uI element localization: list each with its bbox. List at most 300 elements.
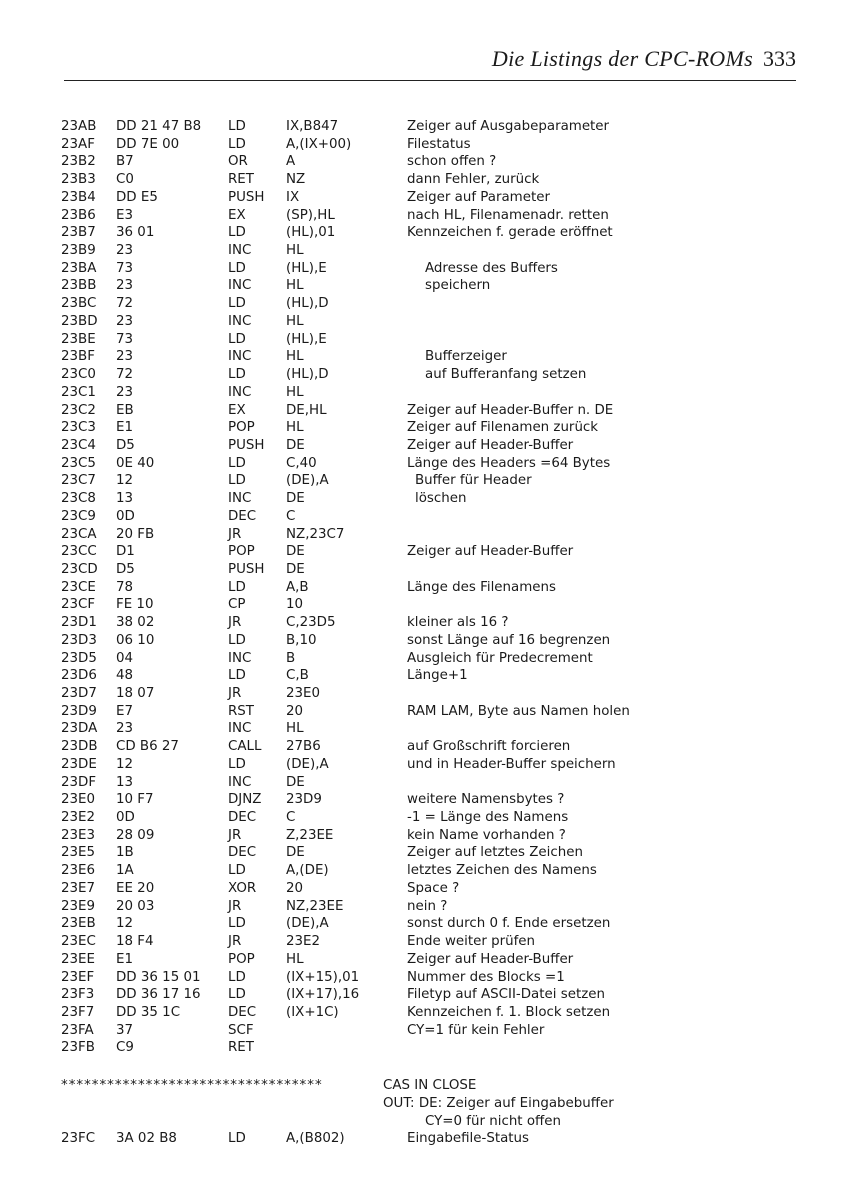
comment: Zeiger auf letztes Zeichen — [407, 845, 583, 861]
comment: dann Fehler, zurück — [407, 172, 540, 188]
operand: 10 — [286, 597, 304, 613]
listing-row — [0, 951, 844, 969]
assembly-listing — [0, 118, 844, 1148]
address: 23C5 — [61, 455, 96, 471]
opcode-bytes: 13 — [116, 491, 134, 507]
opcode-bytes: 06 10 — [116, 632, 155, 648]
mnemonic: LD — [228, 579, 246, 595]
mnemonic: LD — [228, 969, 246, 985]
listing-row — [0, 791, 844, 809]
mnemonic: LD — [228, 367, 246, 383]
operand: A — [286, 154, 296, 170]
section-out-line — [0, 1095, 844, 1113]
page-header — [492, 46, 796, 72]
address: 23D7 — [61, 686, 97, 701]
mnemonic: JR — [228, 615, 242, 631]
comment: Nummer des Blocks =1 — [407, 969, 565, 985]
comment: Ende weiter prüfen — [407, 934, 536, 950]
comment: kein Name vorhanden ? — [407, 827, 566, 843]
address: 23E0 — [61, 792, 96, 808]
comment: Adresse des Buffers — [425, 260, 558, 276]
listing-row — [0, 579, 844, 597]
opcode-bytes: 38 02 — [116, 615, 155, 631]
listing-row — [0, 472, 844, 490]
listing-row — [0, 756, 844, 774]
listing-row — [0, 189, 844, 207]
opcode-bytes: 10 F7 — [116, 792, 154, 808]
address: 23C9 — [61, 508, 96, 524]
comment: Zeiger auf Header-Buffer — [407, 544, 574, 560]
comment: sonst durch 0 f. Ende ersetzen — [407, 916, 611, 932]
operand: IX — [286, 189, 300, 205]
opcode-bytes: 12 — [116, 916, 134, 932]
operand: C — [286, 810, 296, 826]
opcode-bytes: 1B — [116, 845, 134, 861]
comment: speichern — [425, 278, 491, 294]
opcode-bytes: D1 — [116, 544, 135, 560]
operand: C,40 — [286, 455, 317, 471]
operand: HL — [286, 420, 304, 436]
mnemonic: INC — [228, 491, 252, 507]
address: 23B3 — [61, 172, 96, 188]
address: 23EC — [61, 934, 96, 950]
listing-row — [0, 774, 844, 792]
opcode-bytes: 73 — [116, 331, 134, 347]
opcode-bytes: 72 — [116, 367, 134, 383]
mnemonic: POP — [228, 951, 255, 967]
opcode-bytes: 23 — [116, 313, 134, 329]
comment: sonst Länge auf 16 begrenzen — [407, 632, 611, 648]
comment: Länge+1 — [407, 668, 468, 684]
opcode-bytes: EB — [116, 402, 134, 418]
mnemonic: INC — [228, 384, 252, 400]
opcode-bytes: 72 — [116, 296, 134, 312]
opcode-bytes: 0D — [116, 810, 135, 826]
mnemonic: LD — [228, 473, 246, 489]
mnemonic: INC — [228, 243, 252, 259]
listing-row — [0, 1022, 844, 1040]
opcode-bytes: D5 — [116, 561, 135, 577]
mnemonic: CP — [228, 597, 246, 613]
listing-row — [0, 118, 844, 136]
address: 23C1 — [61, 384, 96, 400]
listing-row — [0, 490, 844, 508]
address: 23D6 — [61, 668, 97, 684]
operand: C — [286, 508, 296, 524]
mnemonic: LD — [228, 668, 246, 684]
operand: A,(DE) — [286, 863, 329, 879]
mnemonic: XOR — [228, 880, 257, 896]
comment: Länge des Filenamens — [407, 579, 556, 595]
comment: Filestatus — [407, 136, 471, 152]
opcode-bytes: E3 — [116, 207, 133, 223]
operand: HL — [286, 313, 304, 329]
listing-row — [0, 366, 844, 384]
opcode-bytes: 48 — [116, 668, 134, 684]
opcode-bytes: DD 7E 00 — [116, 136, 180, 152]
operand: NZ,23EE — [286, 898, 344, 914]
listing-row — [0, 331, 844, 349]
listing-row — [0, 313, 844, 331]
operand: 23E2 — [286, 934, 321, 950]
address: 23DA — [61, 721, 98, 737]
mnemonic: DEC — [228, 845, 257, 861]
header-title: Die Listings der CPC-ROMs — [491, 46, 753, 71]
operand: B,10 — [286, 632, 317, 648]
listing-row — [0, 277, 844, 295]
opcode-bytes: D5 — [116, 437, 135, 453]
address: 23C2 — [61, 402, 96, 418]
opcode-bytes: 20 03 — [116, 898, 155, 914]
opcode-bytes: DD 21 47 B8 — [116, 119, 202, 134]
operand: Z,23EE — [286, 827, 334, 843]
comment: kleiner als 16 ? — [407, 615, 509, 631]
listing-row — [0, 986, 844, 1004]
operand: (HL),D — [286, 367, 329, 383]
address: 23DE — [61, 756, 97, 772]
operand: NZ — [286, 172, 306, 188]
mnemonic: JR — [228, 827, 242, 843]
comment: schon offen ? — [407, 154, 497, 170]
mnemonic: LD — [228, 296, 246, 312]
listing-row — [0, 703, 844, 721]
listing-row — [0, 543, 844, 561]
operand: NZ,23C7 — [286, 526, 345, 542]
mnemonic: INC — [228, 721, 252, 737]
address: 23CD — [61, 561, 98, 577]
operand: (IX+17),16 — [286, 987, 360, 1003]
comment: nach HL, Filenamenadr. retten — [407, 207, 609, 223]
operand: B — [286, 650, 296, 666]
listing-row — [0, 1004, 844, 1022]
listing-row — [0, 242, 844, 260]
mnemonic: RET — [228, 172, 254, 188]
out-description: OUT: DE: Zeiger auf Eingabebuffer — [383, 1095, 614, 1111]
opcode-bytes: 23 — [116, 278, 134, 294]
address: 23C3 — [61, 420, 96, 436]
listing-row — [0, 844, 844, 862]
address: 23E6 — [61, 863, 96, 879]
operand: DE — [286, 845, 305, 861]
listing-row — [0, 207, 844, 225]
address: 23E2 — [61, 810, 96, 826]
listing-row — [0, 1130, 844, 1148]
listing-row — [0, 1039, 844, 1057]
operand: HL — [286, 349, 304, 365]
operand: DE — [286, 774, 305, 790]
address: 23C8 — [61, 491, 96, 507]
comment: Kennzeichen f. 1. Block setzen — [407, 1004, 611, 1020]
comment: letztes Zeichen des Namens — [407, 863, 597, 879]
mnemonic: DJNZ — [228, 792, 262, 808]
address: 23BD — [61, 313, 98, 329]
opcode-bytes: 37 — [116, 1022, 134, 1038]
mnemonic: INC — [228, 313, 252, 329]
listing-row — [0, 260, 844, 278]
address: 23B2 — [61, 154, 96, 170]
address: 23CF — [61, 597, 96, 613]
operand: (SP),HL — [286, 207, 335, 223]
mnemonic: LD — [228, 1131, 246, 1147]
comment: Zeiger auf Header-Buffer n. DE — [407, 402, 614, 418]
comment: Zeiger auf Header-Buffer — [407, 951, 574, 967]
comment: nein ? — [407, 898, 448, 914]
address: 23B6 — [61, 207, 96, 223]
address: 23BE — [61, 331, 96, 347]
opcode-bytes: 18 07 — [116, 686, 155, 701]
comment: Ausgleich für Predecrement — [407, 650, 593, 666]
mnemonic: CALL — [228, 739, 262, 755]
operand: 23E0 — [286, 686, 321, 701]
mnemonic: SCF — [228, 1022, 254, 1038]
mnemonic: LD — [228, 455, 246, 471]
opcode-bytes: C9 — [116, 1040, 134, 1056]
address: 23EE — [61, 951, 95, 967]
comment: Zeiger auf Header-Buffer — [407, 437, 574, 453]
mnemonic: DEC — [228, 508, 257, 524]
operand: C,B — [286, 668, 309, 684]
address: 23FC — [61, 1131, 96, 1147]
comment: Filetyp auf ASCII-Datei setzen — [407, 987, 605, 1003]
opcode-bytes: 23 — [116, 721, 134, 737]
listing-row — [0, 898, 844, 916]
operand: HL — [286, 278, 304, 294]
section-out-line — [0, 1113, 844, 1131]
mnemonic: PUSH — [228, 437, 265, 453]
operand: HL — [286, 384, 304, 400]
opcode-bytes: 0E 40 — [116, 455, 155, 471]
address: 23D3 — [61, 632, 97, 648]
mnemonic: PUSH — [228, 561, 265, 577]
operand: (IX+1C) — [286, 1004, 339, 1020]
listing-row — [0, 526, 844, 544]
separator-stars: ********************************** — [61, 1078, 323, 1094]
opcode-bytes: 1A — [116, 863, 134, 879]
opcode-bytes: C0 — [116, 172, 134, 188]
mnemonic: LD — [228, 632, 246, 648]
comment: CY=1 für kein Fehler — [407, 1022, 545, 1038]
mnemonic: INC — [228, 278, 252, 294]
opcode-bytes: 73 — [116, 260, 134, 276]
address: 23D1 — [61, 615, 97, 631]
operand: C,23D5 — [286, 615, 336, 631]
comment: Kennzeichen f. gerade eröffnet — [407, 225, 613, 241]
listing-row — [0, 171, 844, 189]
listing-row — [0, 720, 844, 738]
address: 23DB — [61, 739, 98, 755]
opcode-bytes: 23 — [116, 384, 134, 400]
opcode-bytes: 18 F4 — [116, 934, 154, 950]
address: 23DF — [61, 774, 97, 790]
opcode-bytes: EE 20 — [116, 880, 155, 896]
address: 23C7 — [61, 473, 96, 489]
section-title: CAS IN CLOSE — [383, 1078, 477, 1094]
mnemonic: JR — [228, 526, 242, 542]
listing-row — [0, 508, 844, 526]
listing-row — [0, 667, 844, 685]
address: 23CC — [61, 544, 97, 560]
comment: auf Bufferanfang setzen — [425, 367, 587, 383]
opcode-bytes: 3A 02 B8 — [116, 1131, 177, 1147]
opcode-bytes: 36 01 — [116, 225, 155, 241]
address: 23D9 — [61, 703, 97, 719]
mnemonic: LD — [228, 987, 246, 1003]
listing-row — [0, 632, 844, 650]
mnemonic: RST — [228, 703, 254, 719]
listing-row — [0, 862, 844, 880]
opcode-bytes: DD 35 1C — [116, 1004, 181, 1020]
listing-row — [0, 969, 844, 987]
opcode-bytes: FE 10 — [116, 597, 154, 613]
address: 23C4 — [61, 437, 96, 453]
address: 23F3 — [61, 987, 95, 1003]
operand: A,(IX+00) — [286, 136, 352, 152]
mnemonic: JR — [228, 934, 242, 950]
comment: und in Header-Buffer speichern — [407, 756, 616, 772]
mnemonic: JR — [228, 686, 242, 701]
opcode-bytes: E1 — [116, 420, 133, 436]
listing-row — [0, 933, 844, 951]
mnemonic: EX — [228, 402, 246, 418]
operand: DE,HL — [286, 402, 327, 418]
listing-row — [0, 915, 844, 933]
address: 23D5 — [61, 650, 97, 666]
listing-row — [0, 224, 844, 242]
opcode-bytes: 12 — [116, 756, 134, 772]
comment: weitere Namensbytes ? — [407, 792, 565, 808]
comment: Zeiger auf Parameter — [407, 189, 550, 205]
address: 23BC — [61, 296, 97, 312]
address: 23BB — [61, 278, 97, 294]
comment: löschen — [415, 491, 467, 507]
mnemonic: LD — [228, 119, 246, 134]
mnemonic: LD — [228, 225, 246, 241]
address: 23F7 — [61, 1004, 95, 1020]
operand: (HL),01 — [286, 225, 336, 241]
listing-row — [0, 809, 844, 827]
opcode-bytes: 13 — [116, 774, 134, 790]
listing-row — [0, 455, 844, 473]
operand: HL — [286, 721, 304, 737]
listing-row — [0, 295, 844, 313]
listing-row — [0, 738, 844, 756]
address: 23FA — [61, 1022, 94, 1038]
opcode-bytes: B7 — [116, 154, 134, 170]
address: 23FB — [61, 1040, 95, 1056]
comment: Länge des Headers =64 Bytes — [407, 455, 611, 471]
address: 23EB — [61, 916, 96, 932]
comment: RAM LAM, Byte aus Namen holen — [407, 703, 630, 719]
listing-row — [0, 419, 844, 437]
mnemonic: POP — [228, 420, 255, 436]
operand: DE — [286, 491, 305, 507]
listing-row — [0, 880, 844, 898]
mnemonic: PUSH — [228, 189, 265, 205]
mnemonic: POP — [228, 544, 255, 560]
operand: DE — [286, 544, 305, 560]
operand: HL — [286, 243, 304, 259]
mnemonic: LD — [228, 756, 246, 772]
operand: 20 — [286, 880, 304, 896]
comment: Space ? — [407, 880, 460, 896]
mnemonic: JR — [228, 898, 242, 914]
operand: 27B6 — [286, 739, 321, 755]
listing-row — [0, 685, 844, 703]
comment: Zeiger auf Ausgabeparameter — [407, 119, 610, 134]
listing-row — [0, 136, 844, 154]
listing-row — [0, 384, 844, 402]
operand: (HL),E — [286, 260, 327, 276]
mnemonic: DEC — [228, 810, 257, 826]
address: 23B9 — [61, 243, 96, 259]
comment: -1 = Länge des Namens — [407, 810, 569, 826]
listing-row — [0, 827, 844, 845]
opcode-bytes: 04 — [116, 650, 134, 666]
mnemonic: LD — [228, 260, 246, 276]
operand: IX,B847 — [286, 119, 339, 134]
opcode-bytes: DD 36 15 01 — [116, 969, 201, 985]
address: 23EF — [61, 969, 95, 985]
listing-row — [0, 614, 844, 632]
opcode-bytes: 12 — [116, 473, 134, 489]
operand: A,B — [286, 579, 309, 595]
mnemonic: OR — [228, 154, 248, 170]
operand: (DE),A — [286, 473, 329, 489]
opcode-bytes: 23 — [116, 243, 134, 259]
operand: (DE),A — [286, 916, 329, 932]
operand: (HL),D — [286, 296, 329, 312]
opcode-bytes: 20 FB — [116, 526, 155, 542]
address: 23CE — [61, 579, 96, 595]
opcode-bytes: CD B6 27 — [116, 739, 179, 755]
operand: DE — [286, 437, 305, 453]
address: 23B4 — [61, 189, 96, 205]
listing-row — [0, 437, 844, 455]
address: 23AF — [61, 136, 95, 152]
mnemonic: DEC — [228, 1004, 257, 1020]
operand: (DE),A — [286, 756, 329, 772]
operand: 23D9 — [286, 792, 322, 808]
address: 23C0 — [61, 367, 96, 383]
mnemonic: INC — [228, 774, 252, 790]
address: 23E7 — [61, 880, 96, 896]
opcode-bytes: 0D — [116, 508, 135, 524]
listing-row — [0, 153, 844, 171]
address: 23BF — [61, 349, 95, 365]
mnemonic: INC — [228, 650, 252, 666]
operand: (IX+15),01 — [286, 969, 360, 985]
comment: Eingabefile-Status — [407, 1131, 530, 1147]
operand: A,(B802) — [286, 1131, 345, 1147]
listing-row — [0, 561, 844, 579]
mnemonic: INC — [228, 349, 252, 365]
address: 23E9 — [61, 898, 96, 914]
out-description: CY=0 für nicht offen — [425, 1113, 561, 1129]
comment: Bufferzeiger — [425, 349, 507, 365]
comment: auf Großschrift forcieren — [407, 739, 571, 755]
operand: HL — [286, 951, 304, 967]
opcode-bytes: 28 09 — [116, 827, 155, 843]
address: 23E5 — [61, 845, 96, 861]
opcode-bytes: 23 — [116, 349, 134, 365]
address: 23E3 — [61, 827, 96, 843]
listing-row — [0, 348, 844, 366]
mnemonic: EX — [228, 207, 246, 223]
opcode-bytes: E7 — [116, 703, 133, 719]
listing-row — [0, 402, 844, 420]
mnemonic: LD — [228, 331, 246, 347]
mnemonic: LD — [228, 136, 246, 152]
